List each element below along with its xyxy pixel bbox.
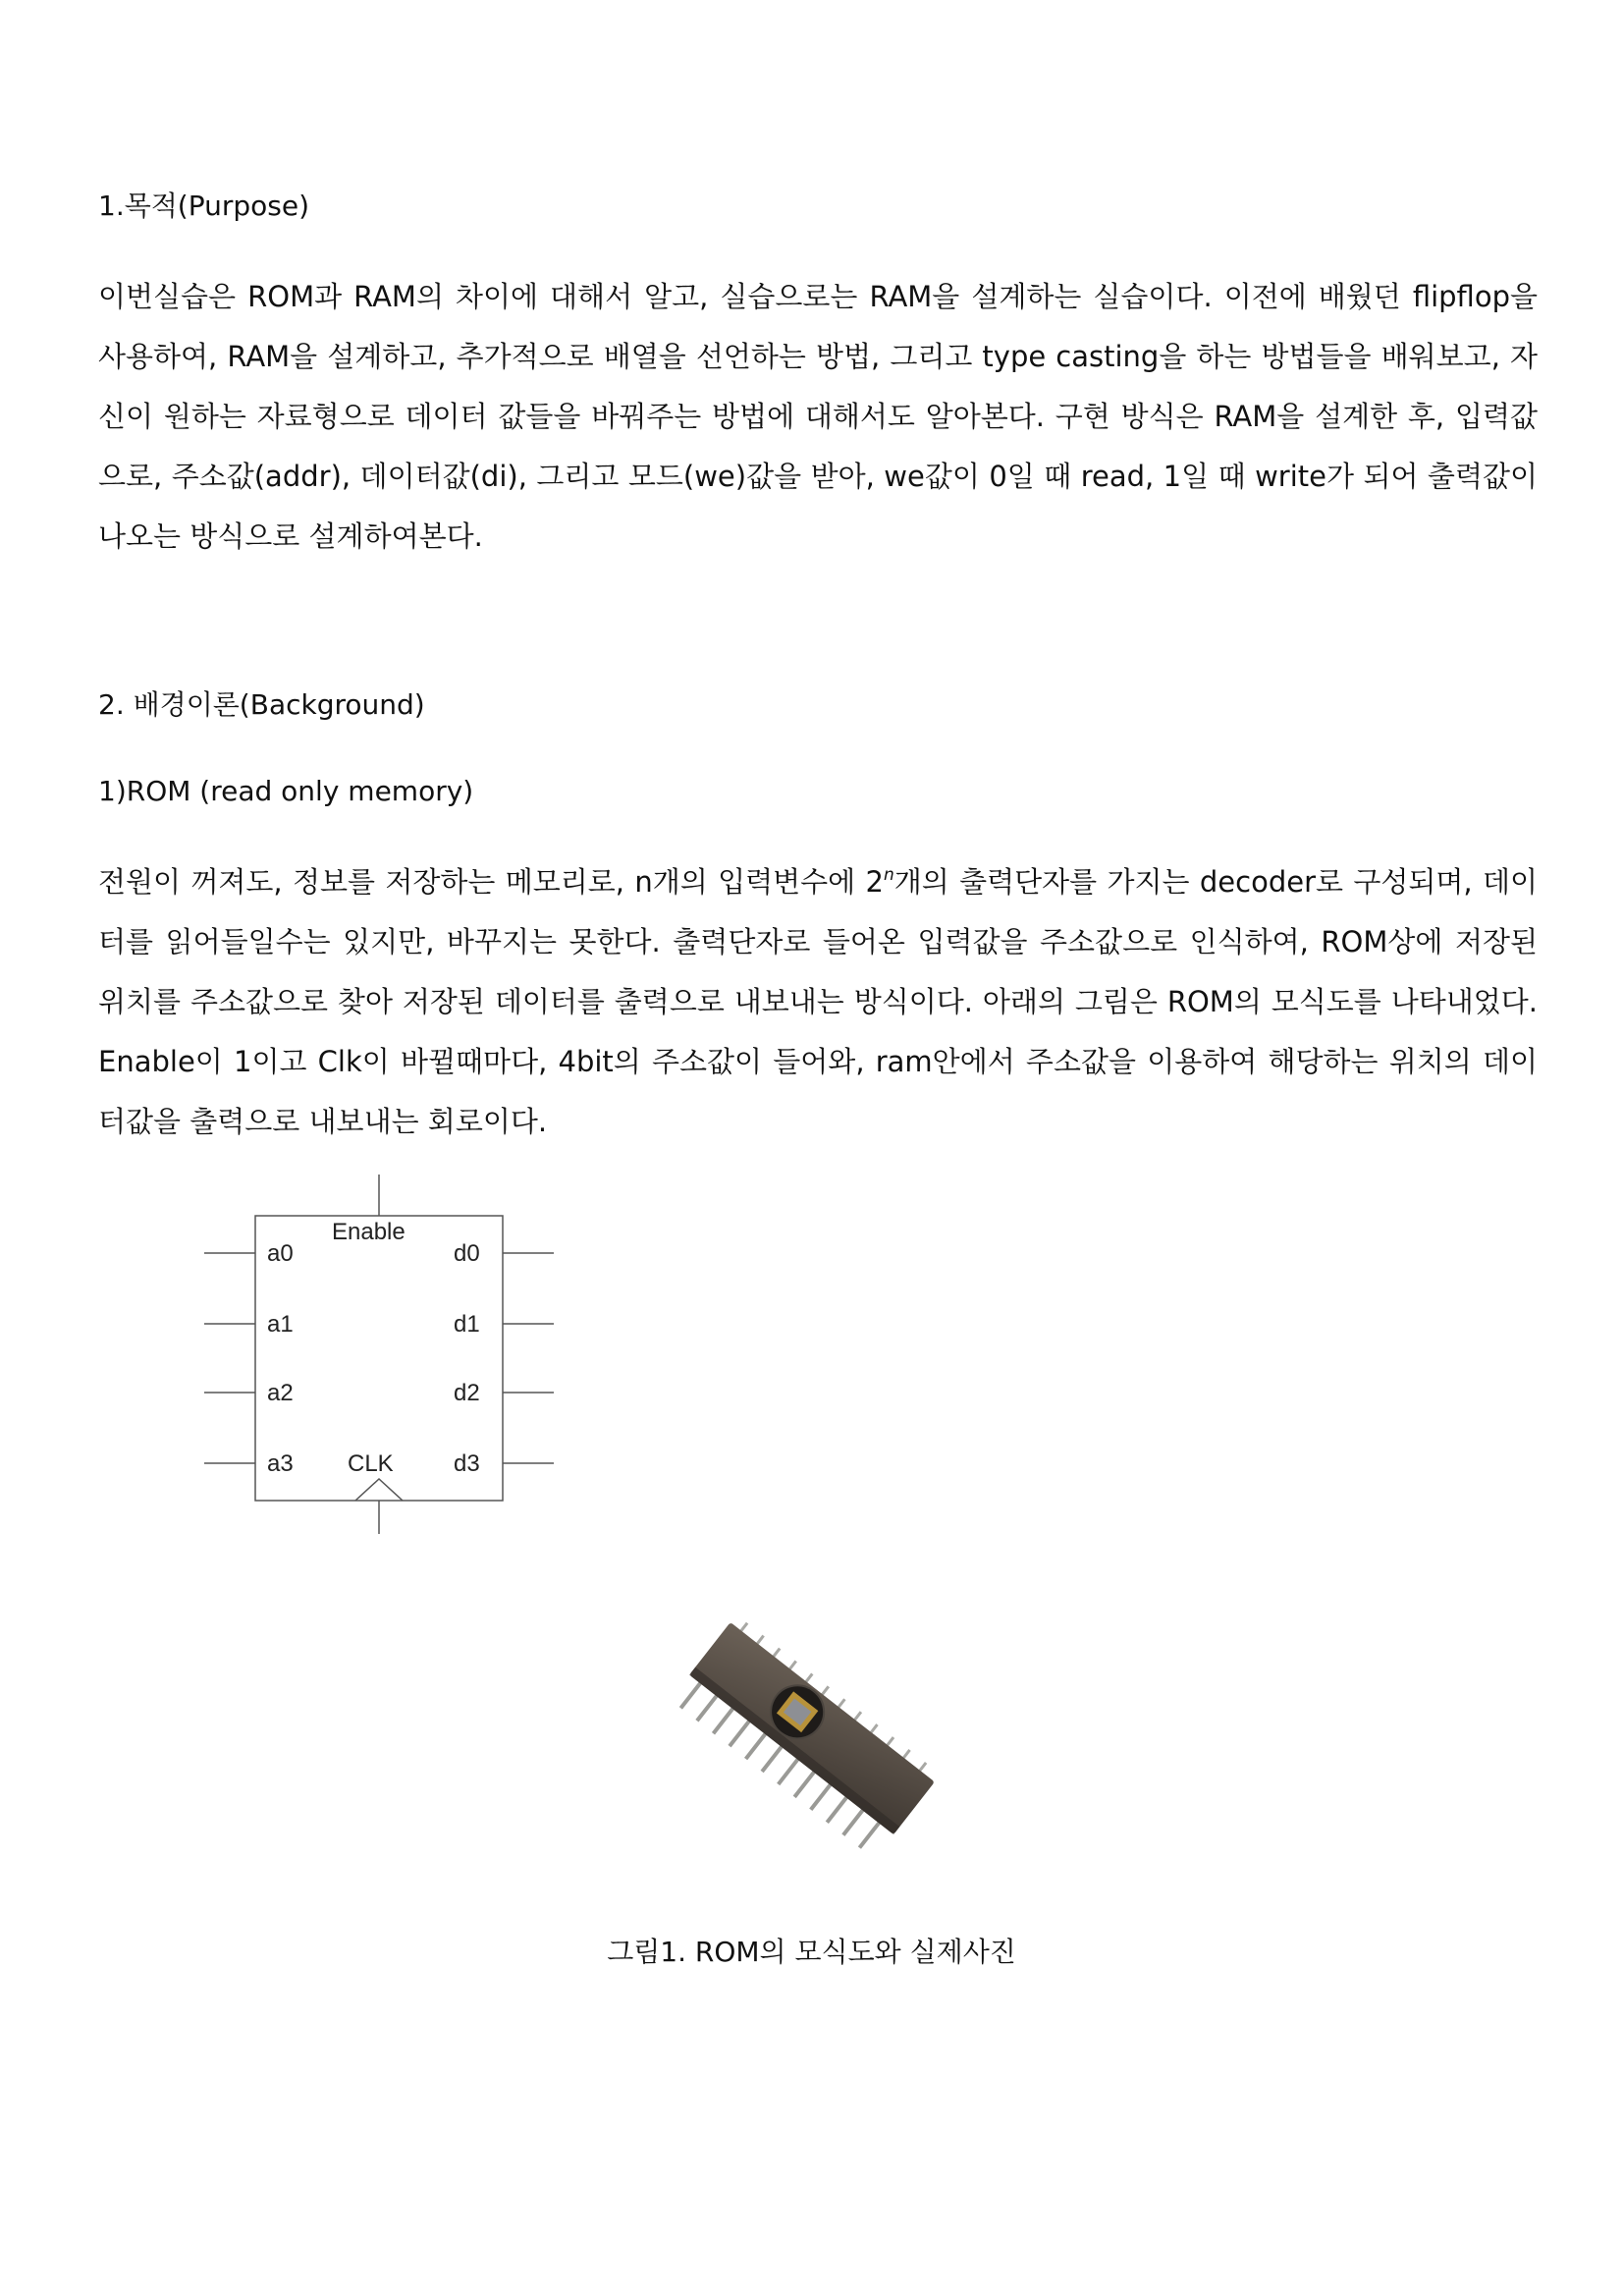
figure-caption: 그림1. ROM의 모식도와 실제사진 <box>607 1936 1016 1968</box>
clk-label: CLK <box>348 1450 394 1477</box>
exponent-n: n <box>883 865 894 885</box>
section1-heading: 1.목적(Purpose) <box>98 190 310 222</box>
rom-paragraph <box>98 852 1538 1152</box>
rom-paragraph-part1: 전원이 꺼져도, 정보를 저장하는 메모리로, n개의 입력변수에 2 <box>98 865 884 899</box>
input-label-a2: a2 <box>267 1380 294 1406</box>
rom-subheading: 1)ROM (read only memory) <box>98 775 474 807</box>
rom-chip-photo <box>650 1566 974 1890</box>
output-label-d1: d1 <box>454 1311 480 1338</box>
output-label-d0: d0 <box>454 1240 480 1267</box>
output-label-d3: d3 <box>454 1450 480 1477</box>
input-label-a1: a1 <box>267 1311 294 1338</box>
output-label-d2: d2 <box>454 1380 480 1406</box>
section1-paragraph: 이번실습은 ROM과 RAM의 차이에 대해서 알고, 실습으로는 RAM을 설계하는 실습이다. 이전에 배웠던 flipflop을 사용하여, RAM을 설계하고, 추가적으로 배열을 선언하는 방법, 그리고 type casting을 하는 방법들을 배워보고, 자신이 원하는 자료형으로 데이터 값들을 바꿔주는 방법에 대해서도 알아본다. 구현 방식은 RAM을 설계한 후, 입력값으로, 주소값(addr), 데이터값(di), 그리고 모드(we)값을 받아, we값이 0일 때 read, 1일 때 write가 되어 출력값이 나오는 방식으로 설계하여본다. <box>98 280 1538 553</box>
input-label-a0: a0 <box>267 1240 294 1267</box>
rom-paragraph-part2: 개의 출력단자를 가지는 decoder로 구성되며, 데이터를 읽어들일수는 있지만, 바꾸지는 못한다. 출력단자로 들어온 입력값을 주소값으로 인식하여, ROM상에 저장된 위치를 주소값으로 찾아 저장된 데이터를 출력으로 내보내는 방식이다. 아래의 그림은 ROM의 모식도를 나타내었다. Enable이 1이고 Clk이 바뀔때마다, 4bit의 주소값이 들어와, ram안에서 주소값을 이용하여 해당하는 위치의 데이터값을 출력으로 내보내는 회로이다. <box>98 865 1538 1138</box>
section2-heading: 2. 배경이론(Background) <box>98 688 425 721</box>
enable-label: Enable <box>332 1219 406 1245</box>
input-label-a3: a3 <box>267 1450 294 1477</box>
clock-triangle <box>355 1479 403 1501</box>
rom-schematic-diagram <box>196 1175 569 1548</box>
